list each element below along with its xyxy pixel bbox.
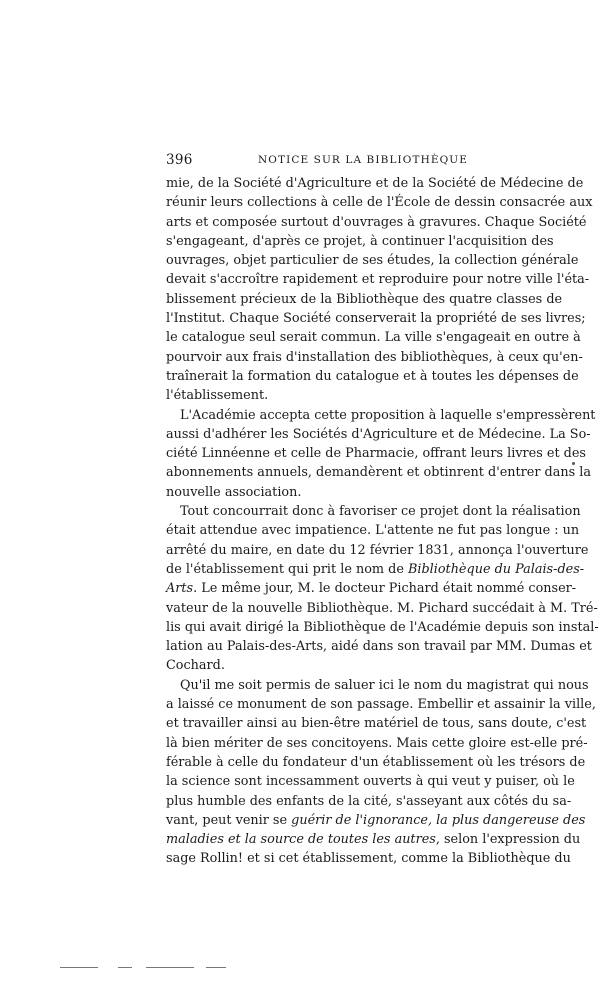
text-line: ciété Linnéenne et celle de Pharmacie, offrant leurs livres et des — [166, 446, 586, 462]
text-line: traînerait la formation du catalogue et à toutes les dépenses de — [166, 368, 579, 384]
text-line: plus humble des enfants de la cité, s'asseyant aux côtés du sa- — [166, 793, 572, 809]
text-line: Cochard. — [166, 658, 225, 674]
ink-speck — [572, 462, 575, 465]
text-line: réunir leurs collections à celle de l'École de dessin consacrée aux — [166, 195, 593, 211]
text-line: maladies et la source de toutes les autres, selon l'expression du — [166, 832, 581, 848]
text-line: blissement précieux de la Bibliothèque des quatre classes de — [166, 291, 563, 307]
text-line: était attendue avec impatience. L'attente ne fut pas longue : un — [166, 523, 580, 539]
text-line: abonnements annuels, demandèrent et obtinrent d'entrer dans la — [166, 465, 591, 481]
text-line: Arts. Le même jour, M. le docteur Pichard était nommé conser- — [166, 581, 577, 597]
paragraph-start-line: Tout concourrait donc à favoriser ce projet dont la réalisation — [180, 504, 581, 520]
body-text — [166, 174, 599, 869]
bottom-scan-mark — [118, 967, 132, 968]
text-line: l'Institut. Chaque Société conserverait la propriété de ses livres; — [166, 311, 586, 327]
text-line: là bien mériter de ses concitoyens. Mais cette gloire est-elle pré- — [166, 735, 588, 751]
text-line: mie, de la Société d'Agriculture et de la Société de Médecine de — [166, 176, 584, 191]
text-line: férable à celle du fondateur d'un établissement où les trésors de — [166, 754, 586, 770]
text-line: aussi d'adhérer les Sociétés d'Agriculture et de Médecine. La So- — [166, 426, 591, 442]
page-number: 396 — [166, 152, 193, 168]
text-line: sage Rollin! et si cet établissement, comme la Bibliothèque du — [166, 851, 571, 867]
text-line: a laissé ce monument de son passage. Embellir et assainir la ville, — [166, 697, 596, 713]
text-line: et travailler ainsi au bien-être matériel de tous, sans doute, c'est — [166, 716, 587, 732]
running-title: NOTICE SUR LA BIBLIOTHÈQUE — [258, 154, 469, 166]
text-line: pourvoir aux frais d'installation des bibliothèques, à ceux qu'en- — [166, 349, 583, 365]
bottom-scan-mark — [206, 967, 226, 968]
text-line: l'établissement. — [166, 388, 269, 404]
text-line: le catalogue seul serait commun. La ville s'engageait en outre à — [166, 330, 581, 346]
text-line: de l'établissement qui prit le nom de Bibliothèque du Palais-des- — [166, 561, 585, 577]
text-line: s'engageant, d'après ce projet, à continuer l'acquisition des — [166, 233, 554, 249]
text-line: arts et composée surtout d'ouvrages à gravures. Chaque Société — [166, 214, 587, 230]
text-line: arrêté du maire, en date du 12 février 1831, annonça l'ouverture — [166, 542, 589, 558]
text-line: devait s'accroître rapidement et reproduire pour notre ville l'éta- — [166, 272, 590, 288]
paragraph-start-line: L'Académie accepta cette proposition à laquelle s'empressèrent — [180, 407, 596, 423]
text-line: lis qui avait dirigé la Bibliothèque de l'Académie depuis son instal- — [166, 619, 599, 635]
text-line: la science sont incessamment ouverts à qui veut y puiser, où le — [166, 774, 575, 790]
text-line: vant, peut venir se guérir de l'ignorance, la plus dangereuse des — [166, 812, 586, 828]
bottom-scan-mark — [146, 967, 194, 968]
bottom-scan-mark — [60, 967, 98, 968]
running-header — [166, 152, 530, 168]
text-line: nouvelle association. — [166, 484, 302, 500]
text-line: ouvrages, objet particulier de ses études, la collection générale — [166, 253, 579, 269]
paragraph-start-line: Qu'il me soit permis de saluer ici le nom du magistrat qui nous — [180, 677, 589, 693]
text-line: lation au Palais-des-Arts, aidé dans son travail par MM. Dumas et — [166, 639, 592, 655]
text-line: vateur de la nouvelle Bibliothèque. M. Pichard succédait à M. Tré- — [166, 600, 598, 616]
